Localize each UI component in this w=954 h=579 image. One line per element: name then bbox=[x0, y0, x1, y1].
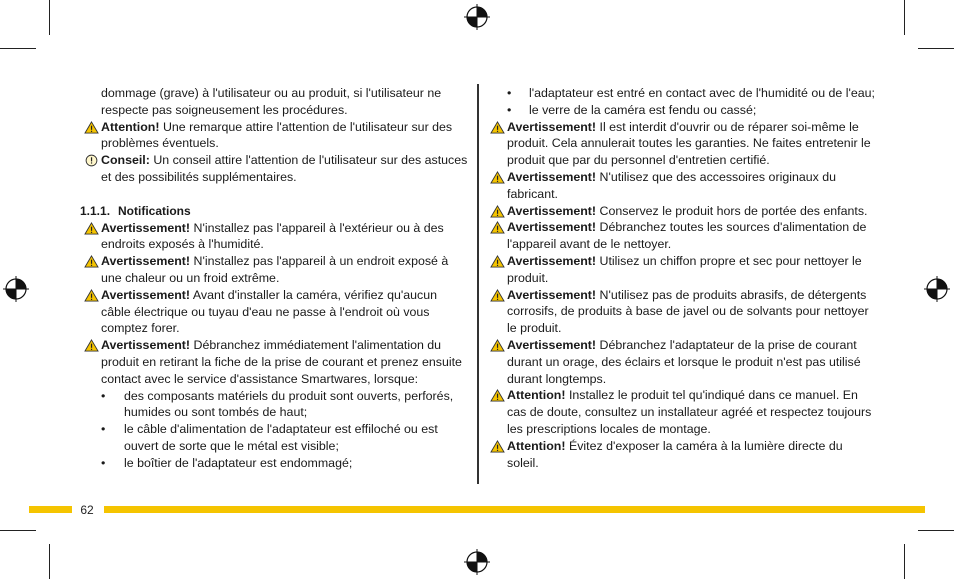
crop-mark bbox=[918, 48, 954, 49]
section-title: Notifications bbox=[118, 203, 191, 218]
attention-label: Attention! bbox=[507, 388, 566, 403]
registration-mark-icon bbox=[464, 549, 490, 575]
list-item bbox=[80, 388, 468, 422]
warning-label: Avertissement! bbox=[507, 287, 597, 302]
warning-note bbox=[80, 220, 468, 254]
bullet-icon: • bbox=[101, 422, 106, 437]
warning-triangle-icon bbox=[84, 255, 99, 268]
exclamation-circle-icon bbox=[84, 154, 99, 167]
crop-mark bbox=[49, 0, 50, 35]
warning-label: Avertissement! bbox=[507, 253, 597, 268]
warning-label: Avertissement! bbox=[507, 203, 597, 218]
warning-triangle-icon bbox=[490, 255, 505, 268]
warning-note bbox=[490, 169, 875, 203]
list-item-text: le verre de la caméra est fendu ou cassé; bbox=[529, 102, 757, 117]
crop-mark bbox=[918, 530, 954, 531]
right-column bbox=[490, 85, 875, 471]
warning-triangle-icon bbox=[490, 289, 505, 302]
warning-triangle-icon bbox=[490, 171, 505, 184]
crop-mark bbox=[0, 48, 36, 49]
warning-note bbox=[490, 253, 875, 287]
warning-triangle-icon bbox=[84, 222, 99, 235]
list-item-text: l'adaptateur est entré en contact avec de l'humidité ou de l'eau; bbox=[529, 86, 876, 100]
warning-triangle-icon bbox=[84, 339, 99, 352]
registration-mark-icon bbox=[3, 276, 29, 302]
warning-label: Avertissement! bbox=[507, 220, 597, 235]
attention-label: Attention! bbox=[507, 438, 566, 453]
warning-note bbox=[490, 203, 875, 220]
attention-label: Attention! bbox=[101, 119, 160, 134]
warning-text: N'installez pas l'appareil à l'extérieur ou à des endroits exposés à l'humidité. bbox=[101, 220, 444, 252]
attention-text: Une remarque attire l'attention de l'utilisateur sur des problèmes éventuels. bbox=[101, 119, 453, 151]
attention-text: Évitez d'exposer la caméra à la lumière directe du soleil. bbox=[507, 438, 843, 470]
warning-label: Avertissement! bbox=[507, 337, 597, 352]
registration-mark-icon bbox=[464, 4, 490, 30]
list-item bbox=[490, 102, 875, 119]
intro-paragraph: dommage (grave) à l'utilisateur ou au produit, si l'utilisateur ne respecte pas soigneusement les procédures. bbox=[101, 86, 442, 117]
warning-note bbox=[490, 219, 875, 253]
warning-triangle-icon bbox=[490, 221, 505, 234]
tip-label: Conseil: bbox=[101, 153, 150, 168]
registration-mark-icon bbox=[924, 276, 950, 302]
left-column bbox=[80, 85, 468, 472]
warning-triangle-icon bbox=[84, 289, 99, 302]
list-item-text: le câble d'alimentation de l'adaptateur est effiloché ou est ouvert de sorte que le métal est visible; bbox=[124, 422, 438, 453]
footer-bar bbox=[104, 506, 925, 513]
warning-text: Conservez le produit hors de portée des enfants. bbox=[596, 203, 868, 218]
bullet-icon: • bbox=[507, 86, 512, 100]
column-divider bbox=[477, 84, 479, 484]
warning-label: Avertissement! bbox=[101, 338, 191, 353]
warning-text: Débranchez l'adaptateur de la prise de courant durant un orage, des éclairs et lorsque le produit n'est pas utilisé durant longtemps. bbox=[507, 337, 861, 386]
warning-text: Utilisez un chiffon propre et sec pour nettoyer le produit. bbox=[507, 253, 862, 285]
warning-text: Débranchez toutes les sources d'alimentation de l'appareil avant de le nettoyer. bbox=[507, 220, 867, 252]
attention-note bbox=[80, 119, 468, 153]
page-number: 62 bbox=[80, 503, 94, 517]
crop-mark bbox=[904, 0, 905, 35]
attention-note bbox=[490, 438, 875, 472]
warning-triangle-icon bbox=[84, 121, 99, 134]
section-heading bbox=[80, 203, 468, 220]
warning-text: N'installez pas l'appareil à un endroit exposé à une chaleur ou un froid extrême. bbox=[101, 254, 449, 285]
warning-note bbox=[80, 287, 468, 337]
warning-text: Avant d'installer la caméra, vérifiez qu'aucun câble électrique ou tuyau d'eau ne passe à l'endroit où vous comptez forer. bbox=[101, 287, 438, 336]
list-item bbox=[80, 455, 468, 472]
warning-text: N'utilisez que des accessoires originaux du fabricant. bbox=[507, 169, 837, 201]
warning-note bbox=[490, 337, 875, 387]
warning-text: N'utilisez pas de produits abrasifs, de détergents corrosifs, de produits à base de javel ou de solvants pour nettoyer le produit. bbox=[507, 287, 869, 336]
warning-triangle-icon bbox=[490, 440, 505, 453]
warning-note bbox=[80, 253, 468, 287]
warning-triangle-icon bbox=[490, 121, 505, 134]
list-item-text: des composants matériels du produit sont ouverts, perforés, humides ou sont tombés de haut; bbox=[124, 388, 454, 420]
warning-label: Avertissement! bbox=[507, 169, 597, 184]
attention-note bbox=[490, 387, 875, 437]
list-item bbox=[490, 85, 875, 102]
warning-triangle-icon bbox=[490, 205, 505, 218]
warning-note bbox=[490, 119, 875, 169]
warning-note bbox=[80, 337, 468, 387]
tip-note bbox=[80, 152, 468, 186]
bullet-icon: • bbox=[101, 388, 106, 403]
bullet-icon: • bbox=[507, 102, 512, 117]
warning-triangle-icon bbox=[490, 339, 505, 352]
warning-label: Avertissement! bbox=[507, 119, 597, 134]
attention-text: Installez le produit tel qu'indiqué dans ce manuel. En cas de doute, consultez un installateur agréé et respectez toujours les prescriptions locales de montage. bbox=[507, 388, 872, 436]
section-number: 1.1.1. bbox=[80, 203, 111, 218]
list-item bbox=[80, 421, 468, 455]
bullet-icon: • bbox=[101, 455, 106, 470]
footer-bar bbox=[29, 506, 72, 513]
tip-text: Un conseil attire l'attention de l'utilisateur sur des astuces et des possibilités supplémentaires. bbox=[101, 153, 468, 184]
list-item-text: le boîtier de l'adaptateur est endommagé; bbox=[124, 455, 353, 470]
crop-mark bbox=[904, 544, 905, 579]
warning-note bbox=[490, 287, 875, 337]
warning-label: Avertissement! bbox=[101, 287, 191, 302]
crop-mark bbox=[49, 544, 50, 579]
warning-text: Il est interdit d'ouvrir ou de réparer soi-même le produit. Cela annulerait toutes les garanties. Ne faites entretenir le produit que par du personnel d'entretien certifié. bbox=[507, 119, 871, 168]
crop-mark bbox=[0, 530, 36, 531]
warning-text: Débranchez immédiatement l'alimentation du produit en retirant la fiche de la prise de courant et prenez ensuite contact avec le service d'assistance Smartwares, lorsque: bbox=[101, 338, 462, 386]
warning-triangle-icon bbox=[490, 389, 505, 402]
warning-label: Avertissement! bbox=[101, 220, 191, 235]
warning-label: Avertissement! bbox=[101, 254, 191, 269]
